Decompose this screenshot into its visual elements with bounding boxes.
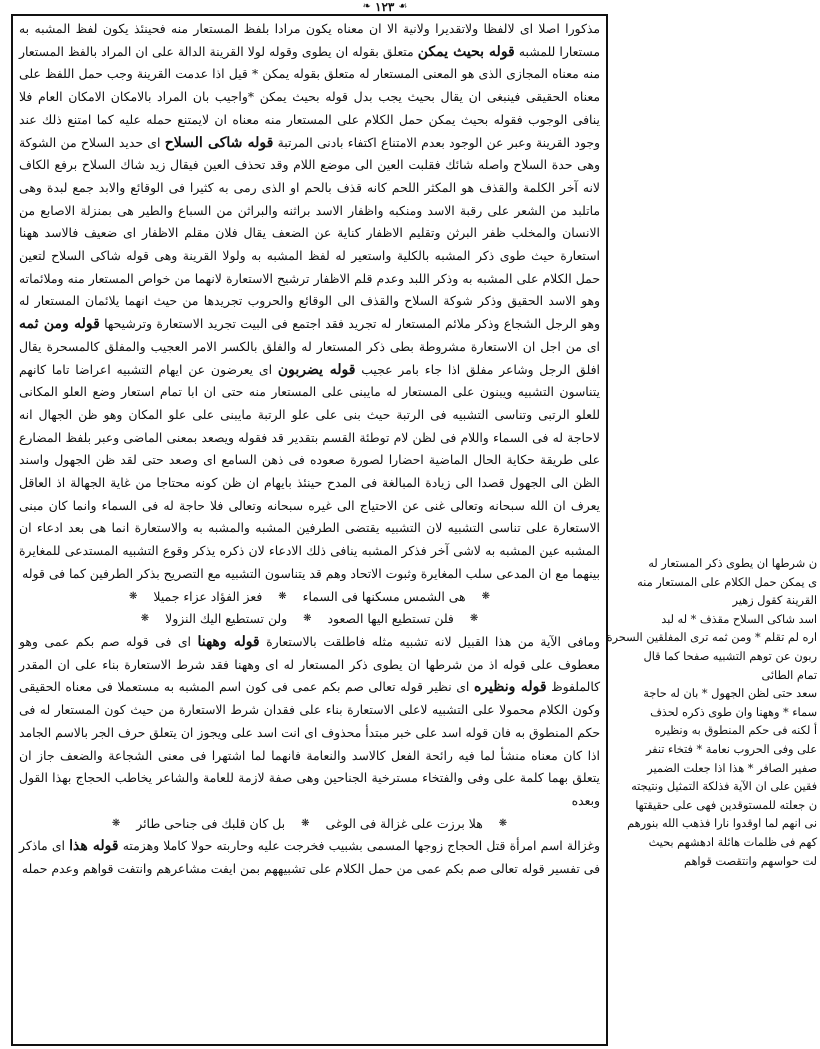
- verse-line: [19, 608, 600, 631]
- star-separator: ❋: [111, 817, 121, 829]
- star-separator: ❋: [129, 590, 138, 602]
- star-separator: ❋: [469, 613, 479, 625]
- lemma-heading: قوله ونظيره: [473, 679, 547, 696]
- hemistich: ولن تستطيع اليك النزولا: [165, 611, 288, 627]
- margin-line: فقين على ان الآية فذلكة التمثيل ونتيجته: [631, 780, 817, 794]
- margin-line: سعد حتى لظن الجهول * بان له حاجة: [643, 687, 817, 701]
- lemma-heading: قوله هذا: [69, 838, 119, 855]
- text-run: اى يعرضون عن ايهام التشبيه اعراضا تاما كانهم يتناسون التشبيه ويبنون على المستعار له مايبنى على المستعار منه حتى ان ابا تمام استعار وضع العلو المكانى للعلو الرتبى وتناسى التشبيه فى الرتبة حيث بنى على علو الرتبة مايبنى على علو المكان وهو ظن الجهال انه لاحاجة له فى السماء واللام فى لظن لام توطئة القسم بتقدير قد فقوله ويصعد بمعنى الماضى وعبر بلفظ المضارع على طريقة حكاية الحال الماضية احضارا لصورة صعوده فى ذهن السامع اى وصعد حتى لقد ظن الجهول واسند الظن الى الجهول قصدا الى زيادة المبالغة فى المدح حينئذ بايهام ان ظن كونه محتاجا من غاية الجهالة اذ العاقل يعرف ان الله سبحانه وتعالى غنى عن الاحتياج الى غيره سبحانه وتعالى فلا حاجة له فى السماء وانما كان مبنى الاستعارة على تناسى التشبيه لان التشبيه يقتضى الطرفين المشبه والمشبه به والاستعارة انما هى بعد ادعاء ان المشبه عين المشبه به لاشى آخر فذكر المشبه ينافى ذلك الادعاء لان ذكره يذكر وقوع التشبيه المستدعى للمغايرة بينهما مع ان المدعى سلب المغايرة وثبوت الاتحاد وهم قد يتناسون التشبيه مع التصريح بذكر الطرفين كما فى قوله: [19, 361, 600, 581]
- margin-line: اسد شاكى السلاح مقذف * له لبد: [661, 612, 817, 626]
- text-run: اى فى قوله صم بكم عمى وهو معطوف على قوله اذ من شرطها ان يطوى ذكر المستعار له اى وههنا فقد شرط الاستعارة بناء على ان المقدر كالملفوظ: [19, 633, 601, 695]
- star-separator: ❋: [301, 817, 310, 829]
- text-run: اى من اجل ان الاستعارة مشروطة بطى ذكر المستعار له والفلق بالكسر الامر العجيب والمفلق كالمسحرة يقال افلق الرجل وشاعر مفلق اذا جاء بامر عجيب: [19, 338, 600, 377]
- margin-line: أ لكنه فى حكم المنطوق به ونظيره: [654, 724, 817, 738]
- margin-line: اره لم تقلم * ومن ثمه ترى المفلقين السحرة: [606, 631, 817, 645]
- star-separator: ❋: [481, 590, 490, 602]
- margin-line: القرينة كقول زهير: [732, 594, 817, 608]
- lemma-heading: قوله بحيث يمكن: [417, 43, 515, 60]
- margin-line: لت حواسهم وانتقصت قواهم: [683, 854, 817, 868]
- text-run: وغزالة اسم امرأة قتل الحجاج زوجها المسمى بشبيب فخرجت عليه وحاربته حولا كاملا وهزمته: [118, 838, 601, 854]
- main-text: [19, 18, 600, 881]
- page-header: [300, 0, 470, 14]
- verse-line: [19, 586, 600, 609]
- margin-line: على وفى الحروب نعامة * فتخاء تنفر: [645, 742, 817, 756]
- commentary-paragraph: [19, 631, 600, 813]
- commentary-paragraph: [19, 18, 600, 586]
- margin-line: ربون عن توهم التشبيه صفحا كما قال: [643, 649, 817, 663]
- star-separator: ❋: [278, 590, 287, 602]
- margin-line: ى يمكن حمل الكلام على المستعار منه: [637, 575, 817, 589]
- text-run: مذكورا اصلا اى لالفظا ولاتقديرا ولانية الا ان معناه يكون مرادا بلفظ المستعار منه فحينئذ يكون لفظ المشبه به مستعارا للمشبه: [19, 21, 601, 59]
- ornament-left: ❧: [362, 1, 372, 12]
- lemma-heading: قوله شاكى السلاح: [164, 134, 274, 151]
- text-run: متعلق بقوله ان يطوى وقوله لولا القرينة الدالة على ان المراد بالفظ المستعار منه معناه المجازى الذى هو المعنى المستعار له متعلق بقوله يمكن * قيل اذا عدمت القرينة وجب حمل اللفظ على معناه الحقيقى فينبغى ان يقال بحيث يجب بدل قوله بحيث يمكن *واجيب بان المراد بالامكان الامكان العام فلا ينافى الوجوب فقوله بحيث يمكن حمل الكلام على المستعار منه معناه ان لايمتنع حمله عليه كما امتنع ذلك عند وجود القرينة وعبر عن الوجود بعدم الامتناع اكتفاء بادنى المرتبة: [19, 43, 600, 150]
- hemistich: هى الشمس مسكنها فى السماء: [302, 588, 466, 604]
- text-run: اى ماذكر فى تفسير قوله تعالى صم بكم عمى من حمل الكلام على تشبيههم بمن ايفت مشاعرهم وانتفت قواهم وعدم حمله: [19, 838, 600, 877]
- hemistich: هلا برزت على غزالة فى الوغى: [325, 815, 483, 831]
- margin-line: نى انهم لما اوقدوا نارا فذهب الله بنورهم: [627, 817, 817, 831]
- hemistich: فلن تستطيع اليها الصعود: [327, 611, 454, 627]
- star-separator: ❋: [303, 613, 312, 625]
- page-number: ١٢٣: [375, 0, 395, 14]
- lemma-heading: قوله وههنا: [197, 633, 260, 650]
- text-run: ومافى الآية من هذا القبيل لانه تشبيه مثله فاطلقت بالاستعارة: [259, 633, 601, 649]
- text-run: اى نظير قوله تعالى صم بكم عمى فى كون اسم المشبه به مستعملا فى معناه الحقيقى وكون الكلام محمولا على التشبيه لاعلى الاستعارة بناء على فقدان شرط الاستعارة من حيث كون المستعار له فى حكم المنطوق به فان قوله اسد على خبر مبتدأ محذوف اى انت اسد على ويجوز ان يتعلق حرف الجر بالاسم الجامد اذا كان معناه منشأ لما فيه رائحة الفعل كالاسد والنعامة فانهما لما اشتهرا فى معنى الشجاعة والضعف جاز ان يتعلق بهما كلمة على وفى والفتخاء مسترخية الجناحين وهى صفة لازمة للعامة والشاعر يخاطب الحجاج بهذا القول وبعده: [19, 679, 600, 808]
- margin-line: كهم فى ظلمات هائلة ادهشهم بحيث: [648, 835, 817, 849]
- margin-line: سماء * وههنا وان طوى ذكره لحذف: [650, 705, 817, 719]
- margin-gloss: [606, 555, 817, 868]
- ornament-right: ☙: [398, 1, 408, 12]
- star-separator: ❋: [140, 613, 150, 625]
- lemma-heading: قوله يضربون: [277, 361, 356, 378]
- margin-line: ن جعلته للمستوقدين فهى على حقيقتها: [635, 798, 817, 812]
- star-separator: ❋: [498, 817, 508, 829]
- main-text-frame: [11, 14, 608, 1046]
- margin-line: ن شرطها ان يطوى ذكر المستعار له: [648, 557, 817, 570]
- text-run: اى حديد السلاح من الشوكة وهى حدة السلاح واصله شائك فقلبت العين الى موضع اللام وقد تحذف العين فيقال زيد شاك السلاح برفع الكاف لانه آخر الكلمة والقذف هو المكثر اللحم كانه قذف بالحم او الذى رمى به كثيرا فى الوقائع والابد جمع لبدة وهى ماتلبد من الشعر على رقبة الاسد ومنكبه واظفار الاسد براثنه والبراثن من السباع والطير هى بمنزلة الاصابع من الانسان والمخلب ظفر البرثن وتقليم الاظفار كناية عن الضعف يقال فلان مقلم الاظفار اى ضعيف فالاسد ههنا استعارة حيث طوى ذكر المشبه بالكلية واستعير له لفظ المشبه به ولولا القرينة وهى قوله شاكى السلاح لتعين حمل الكلام على المشبه به وذكر اللبد وعدم قلم الاظفار ترشيح الاستعارة لانهما من خواص المستعار منه وملائماته وهو الاسد الحقيق وذكر شوكة السلاح والقذف الى الوقائع والحروب تجريدها من حيث انهما يلائمان المستعار له وهو الرجل الشجاع وذكر ملائم المستعار له تجريد فقد اجتمع فى البيت تجريد الاستعارة وترشيحها: [19, 134, 600, 332]
- margin-line: صفير الصافر * هذا اذا جعلت الضمير: [647, 761, 817, 775]
- verse-line: [19, 813, 600, 836]
- hemistich: بل كان قلبك فى جناحى طائر: [136, 815, 286, 831]
- commentary-paragraph: [19, 835, 600, 880]
- lemma-heading: قوله ومن ثمه: [19, 316, 100, 333]
- hemistich: فعز الفؤاد عزاء جميلا: [153, 588, 263, 604]
- margin-line: تمام الطائى: [761, 668, 817, 682]
